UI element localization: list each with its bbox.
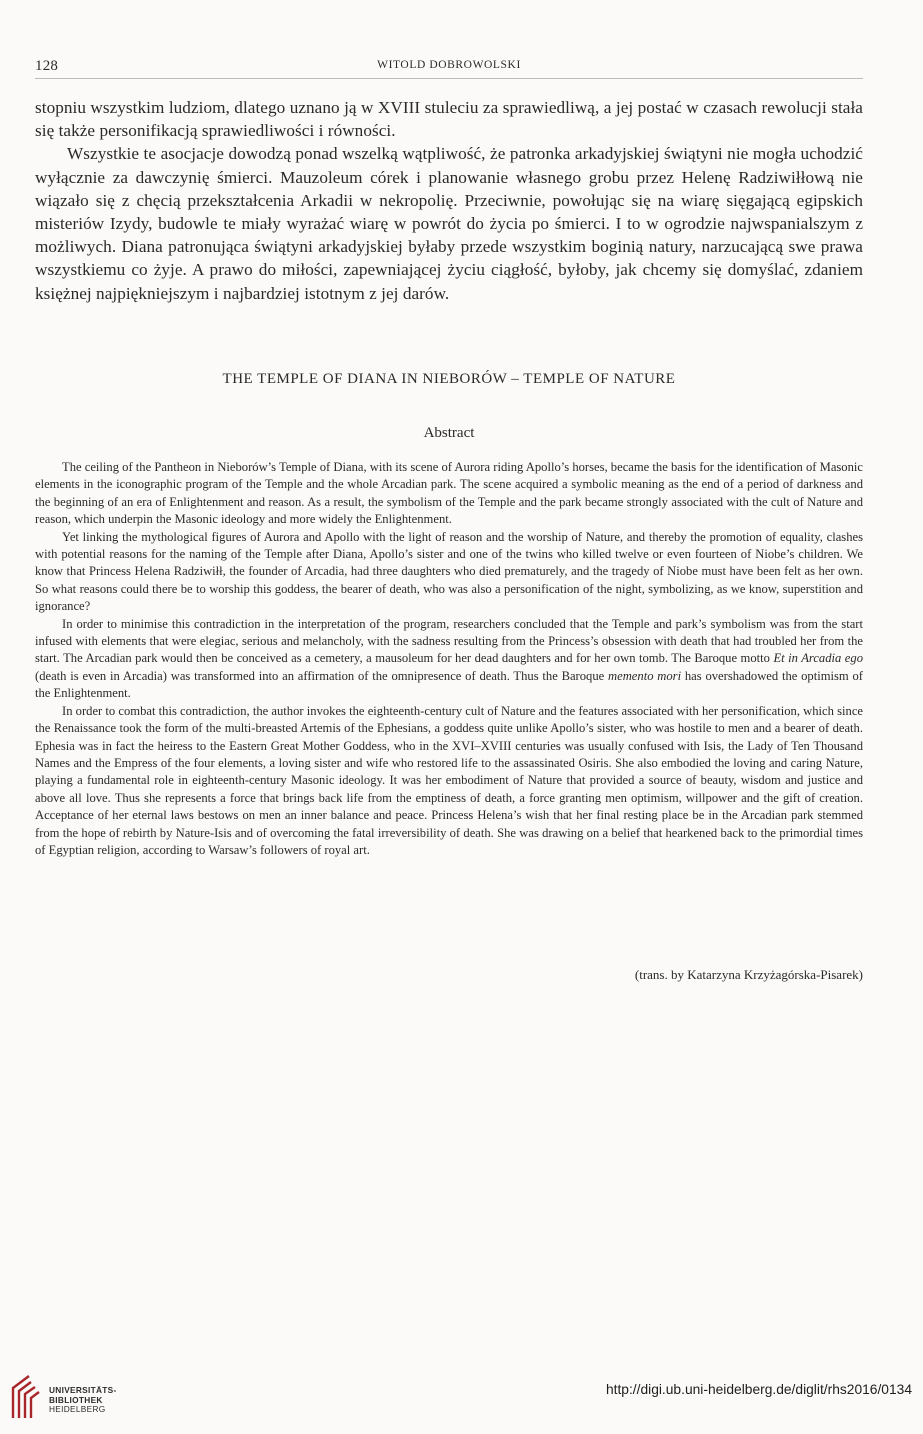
running-title: WITOLD DOBROWOLSKI — [377, 59, 521, 71]
library-name — [49, 1386, 117, 1415]
running-header — [35, 58, 863, 79]
library-name-line: UNIVERSITÄTS- — [49, 1385, 117, 1395]
page-number: 128 — [35, 58, 59, 74]
paragraph: stopniu wszystkim ludziom, dlatego uznano ją w XVIII stuleciu za sprawiedliwą, a jej postać w czasach rewolucji stała się także personifikacją sprawiedliwości i równości. — [35, 98, 863, 141]
abstract-paragraph: In order to combat this contradiction, the author invokes the eighteenth-century cult of Nature and the features associated with her personification, which since the Renaissance took the form of the multi-breasted Artemis of the Ephesians, a goddess quite unlike Apollo’s sister, who was hostile to men and a bearer of death. Ephesia was in fact the heiress to the Eastern Great Mother Goddess, who in the XVI–XVIII centuries was usually confused with Isis, the Lady of Ten Thousand Names and the Empress of the four elements, a loving sister and wife who restored life to the assassinated Osiris. She also embodied the loving and caring Nature, playing a fundamental role in eighteenth-century Masonic ideology. It was her embodiment of Nature that provided a source of beauty, wisdom and justice and above all love. Thus she represents a force that brings back life from the emptiness of death, a force granting men optimism, willpower and the gift of creation. Acceptance of her eternal laws bestows on men an inner balance and peace. Princess Helena’s wish that her final resting place be in the Arcadian park stemmed from the hope of rebirth by Nature-Isis and of overcoming the fatal irreversibility of death. She was drawing on a belief that hearkened back to the primordial times of Egyptian religion, according to Warsaw’s followers of royal art. — [35, 703, 863, 857]
paragraph: Wszystkie te asocjacje dowodzą ponad wszelką wątpliwość, że patronka arkadyjskiej świątyni nie mogła uchodzić wyłącznie za dawczynię śmierci. Mauzoleum córek i planowanie własnego grobu przez Helenę Radziwiłłową nie wiązało się z chęcią przekształcenia Arkadii w nekropolię. Przeciwnie, powołując się na wiarę sięgającą egipskich misteriów Izydy, budowle te miały wyrażać wiarę w powrót do życia po śmierci. I to w ogrodzie najwspanialszym z możliwych. Diana patronująca świątyni arkadyjskiej byłaby przede wszystkim boginią natury, narzucającą swe prawa wszystkiemu co żyje. A prawo do miłości, zapewniającej życiu ciągłość, byłoby, jak chcemy się domyślać, zdaniem księżnej najpiękniejszym i najbardziej istotnym z jej darów. — [35, 144, 863, 303]
abstract-text: (death is even in Arcadia) was transformed into an affirmation of the omnipresence of death. Thus the Baroque — [35, 668, 609, 683]
abstract-paragraph: The ceiling of the Pantheon in Nieborów’s Temple of Diana, with its scene of Aurora riding Apollo’s horses, became the basis for the identification of Masonic elements in the iconographic program of the Temple and the whole Arcadian park. The scene acquired a symbolic meaning as the end of a period of darkness and the beginning of an era of Enlightenment and reason. As a result, the symbolism of the Temple and the park became strongly associated with the cult of Nature and reason, which underpin the Masonic ideology and more widely the Enlightenment. — [35, 460, 863, 527]
library-name-line: BIBLIOTHEK — [49, 1394, 103, 1405]
abstract-paragraph: Yet linking the mythological figures of Aurora and Apollo with the light of reason and the worship of Nature, and thereby the promotion of equality, clashes with potential reasons for the naming of the Temple after Diana, Apollo’s sister and one of the twins who killed twelve or even fourteen of Niobe’s children. We know that Princess Helena Radziwiłł, the founder of Arcadia, had three daughters who died prematurely, and the tragedy of Niobe must have been felt as her own. So what reasons could there be to worship this goddess, the bearer of death, who was also a personification of the night, symbolizing, as we know, superstition and ignorance? — [35, 529, 863, 614]
abstract-text: In order to minimise this contradiction in the interpretation of the program, researchers concluded that the Temple and park’s symbolism was from the start infused with elements that were elegiac, serious and melancholy, with the sadness resulting from the Princess’s obsession with death that had troubled her from the start. The Arcadian park would then be conceived as a cemetery, a mausoleum for her dead daughters and for her own tomb. The Baroque motto — [35, 616, 863, 666]
latin-phrase: memento mori — [608, 668, 682, 683]
polish-body-text — [35, 96, 863, 305]
abstract-body — [35, 459, 863, 859]
library-name-line: HEIDELBERG — [49, 1404, 106, 1415]
abstract-title: THE TEMPLE OF DIANA IN NIEBORÓW – TEMPLE OF NATURE — [222, 371, 676, 387]
translator-credit: (trans. by Katarzyna Krzyżagórska-Pisarek) — [634, 967, 863, 982]
library-logo — [9, 1374, 149, 1420]
abstract-paragraph — [35, 616, 863, 703]
source-url-link[interactable]: http://digi.ub.uni-heidelberg.de/diglit/rhs2016/0134 — [605, 1382, 912, 1397]
abstract-text: has overshadowed the optimism of the Enlightenment. — [35, 668, 864, 701]
latin-motto: Et in Arcadia ego — [773, 651, 863, 666]
abstract-heading: Abstract — [423, 425, 475, 441]
library-emblem-icon — [9, 1374, 43, 1420]
